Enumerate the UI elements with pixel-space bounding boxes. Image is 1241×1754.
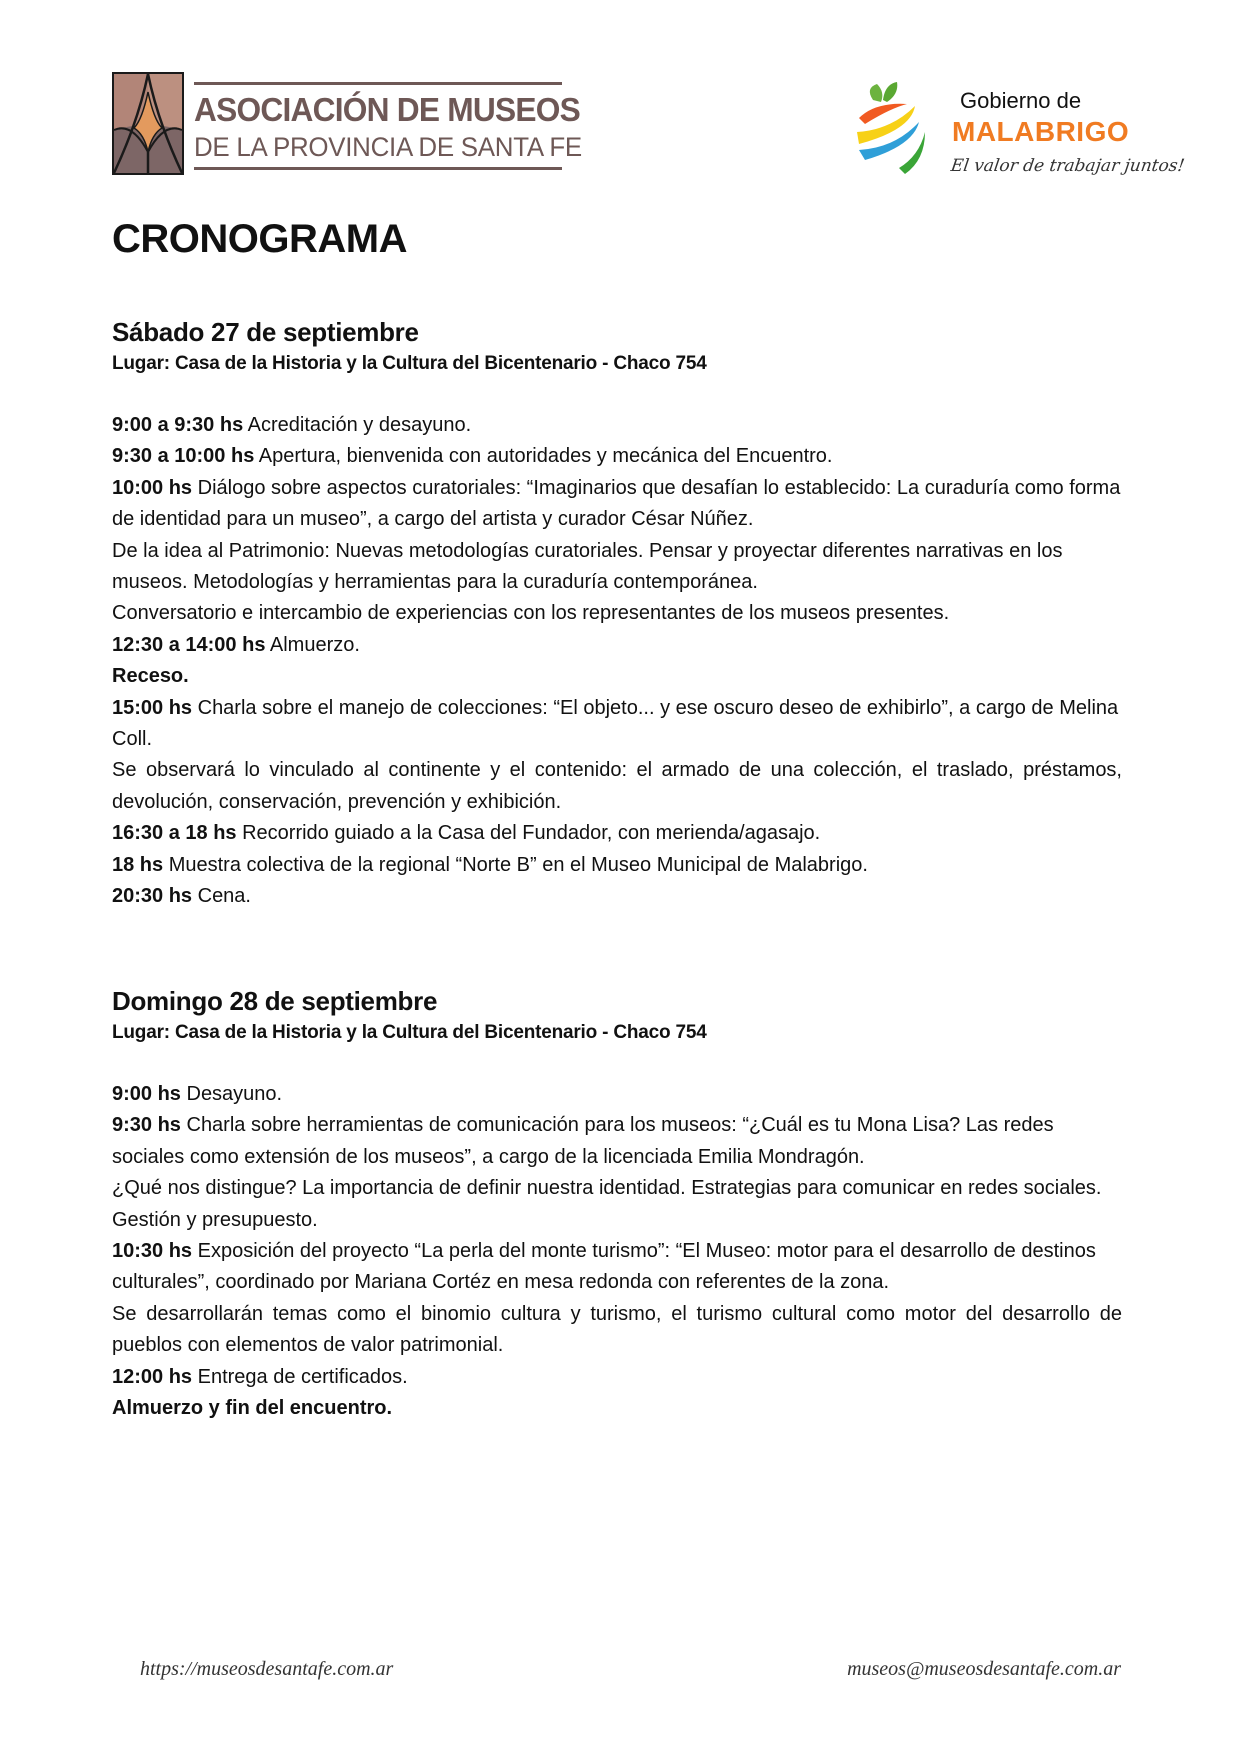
schedule-item [112, 755, 1122, 818]
schedule-text: Apertura, bienvenida con autoridades y mecánica del Encuentro. [254, 445, 833, 468]
venue-line: Lugar: Casa de la Historia y la Cultura del Bicentenario - Chaco 754 [112, 1022, 707, 1043]
schedule-time: 10:30 hs [112, 1240, 193, 1263]
schedule-item [112, 1173, 1122, 1236]
schedule-text: De la idea al Patrimonio: Nuevas metodologías curatoriales. Pensar y proyectar diferentes narrativas en los museos. Metodologías y herramientas para la curaduría contemporánea. [112, 539, 1063, 594]
logo-title: ASOCIACIÓN DE MUSEOS [194, 91, 580, 128]
schedule-text: Charla sobre herramientas de comunicación para los museos: “¿Cuál es tu Mona Lisa? Las redes sociales como extensión de los museos”, a cargo de la licenciada Emilia Mondragón. [112, 1114, 1054, 1168]
schedule-time: 9:30 a 10:00 hs [112, 445, 255, 468]
schedule-text: Cena. [192, 885, 251, 908]
logo-rule-bottom [194, 167, 562, 170]
logo-rule-top [194, 82, 562, 85]
schedule-time: 16:30 a 18 hs [112, 822, 237, 845]
schedule-text: Desayuno. [180, 1083, 283, 1105]
schedule-text: Recorrido guiado a la Casa del Fundador, con merienda/agasajo. [236, 822, 821, 845]
schedule-text: Almuerzo. [265, 633, 360, 656]
schedule-time: 18 hs [112, 853, 164, 876]
schedule-item [112, 1079, 1122, 1110]
schedule-item [112, 441, 1122, 472]
logo-town-name: MALABRIGO [952, 116, 1130, 147]
schedule-text: Charla sobre el manejo de colecciones: “El objeto... y ese oscuro deseo de exhibirlo”, a cargo de Melina Coll. [112, 696, 1119, 751]
schedule-time: 10:00 hs [112, 476, 193, 499]
schedule-text: Entrega de certificados. [192, 1365, 408, 1388]
venue-line: Lugar: Casa de la Historia y la Cultura del Bicentenario - Chaco 754 [112, 353, 707, 374]
schedule-list [112, 410, 1122, 913]
schedule-item [112, 630, 1122, 661]
day-section-saturday [112, 315, 1122, 913]
schedule-item [112, 850, 1122, 881]
schedule-item [112, 410, 1122, 441]
day-heading: Sábado 27 de septiembre [112, 317, 419, 347]
schedule-text: Conversatorio e intercambio de experiencias con los representantes de los museos presentes. [112, 602, 950, 625]
day-heading: Domingo 28 de septiembre [112, 986, 438, 1016]
schedule-time: 9:00 hs [112, 1083, 181, 1105]
schedule-item-closing [112, 1393, 1122, 1424]
museum-association-logo-icon [112, 72, 184, 175]
logo-tagline: El valor de trabajar juntos! [949, 156, 1186, 176]
document-header [112, 212, 1122, 266]
day-section-sunday [112, 984, 1122, 1424]
schedule-item [112, 818, 1122, 849]
schedule-item [112, 598, 1122, 629]
schedule-text: Exposición del proyecto “La perla del monte turismo”: “El Museo: motor para el desarrollo de destinos culturales”, coordinado por Mariana Cortéz en mesa redonda con referentes de la zona. [112, 1240, 1096, 1294]
footer-email-link[interactable]: museos@museosdesantafe.com.ar [847, 1658, 1121, 1680]
footer-website-link[interactable]: https://museosdesantafe.com.ar [140, 1658, 394, 1680]
schedule-item-recess [112, 661, 1122, 692]
logo-government-line: Gobierno de [960, 88, 1082, 113]
logo-subtitle: DE LA PROVINCIA DE SANTA FE [194, 132, 582, 162]
schedule-item [112, 1236, 1122, 1299]
schedule-time: 15:00 hs [112, 696, 193, 719]
schedule-item [112, 1299, 1122, 1362]
schedule-time: 20:30 hs [112, 885, 193, 908]
schedule-text: Muestra colectiva de la regional “Norte B” en el Museo Municipal de Malabrigo. [163, 853, 868, 876]
schedule-time: 9:00 a 9:30 hs [112, 414, 244, 436]
malabrigo-fruit-logo-icon [855, 78, 935, 178]
schedule-item [112, 1110, 1122, 1173]
schedule-time: Receso. [112, 665, 189, 688]
page-title: CRONOGRAMA [112, 217, 407, 261]
schedule-list [112, 1079, 1122, 1424]
schedule-time: 12:00 hs [112, 1365, 193, 1388]
schedule-item [112, 473, 1122, 536]
museum-association-logo [112, 72, 582, 177]
schedule-text: Diálogo sobre aspectos curatoriales: “Imaginarios que desafían lo establecido: La curaduría como forma de identidad para un museo”, a cargo del artista y curador César Núñez. [112, 476, 1121, 531]
schedule-item [112, 536, 1122, 599]
schedule-text: Se observará lo vinculado al continente y el contenido: el armado de una colección, el traslado, préstamos, devolución, conservación, prevención y exhibición. [112, 759, 1122, 813]
malabrigo-logo [855, 78, 1186, 183]
schedule-text: ¿Qué nos distingue? La importancia de definir nuestra identidad. Estrategias para comunicar en redes sociales. Gestión y presupuesto. [112, 1177, 1102, 1231]
schedule-text: Acreditación y desayuno. [243, 414, 472, 436]
schedule-time: 12:30 a 14:00 hs [112, 633, 266, 656]
schedule-time: Almuerzo y fin del encuentro. [112, 1397, 393, 1420]
schedule-item [112, 1362, 1122, 1393]
schedule-item [112, 881, 1122, 912]
schedule-text: Se desarrollarán temas como el binomio cultura y turismo, el turismo cultural como motor del desarrollo de pueblos con elementos de valor patrimonial. [112, 1302, 1122, 1357]
schedule-time: 9:30 hs [112, 1114, 181, 1137]
schedule-item [112, 693, 1122, 756]
